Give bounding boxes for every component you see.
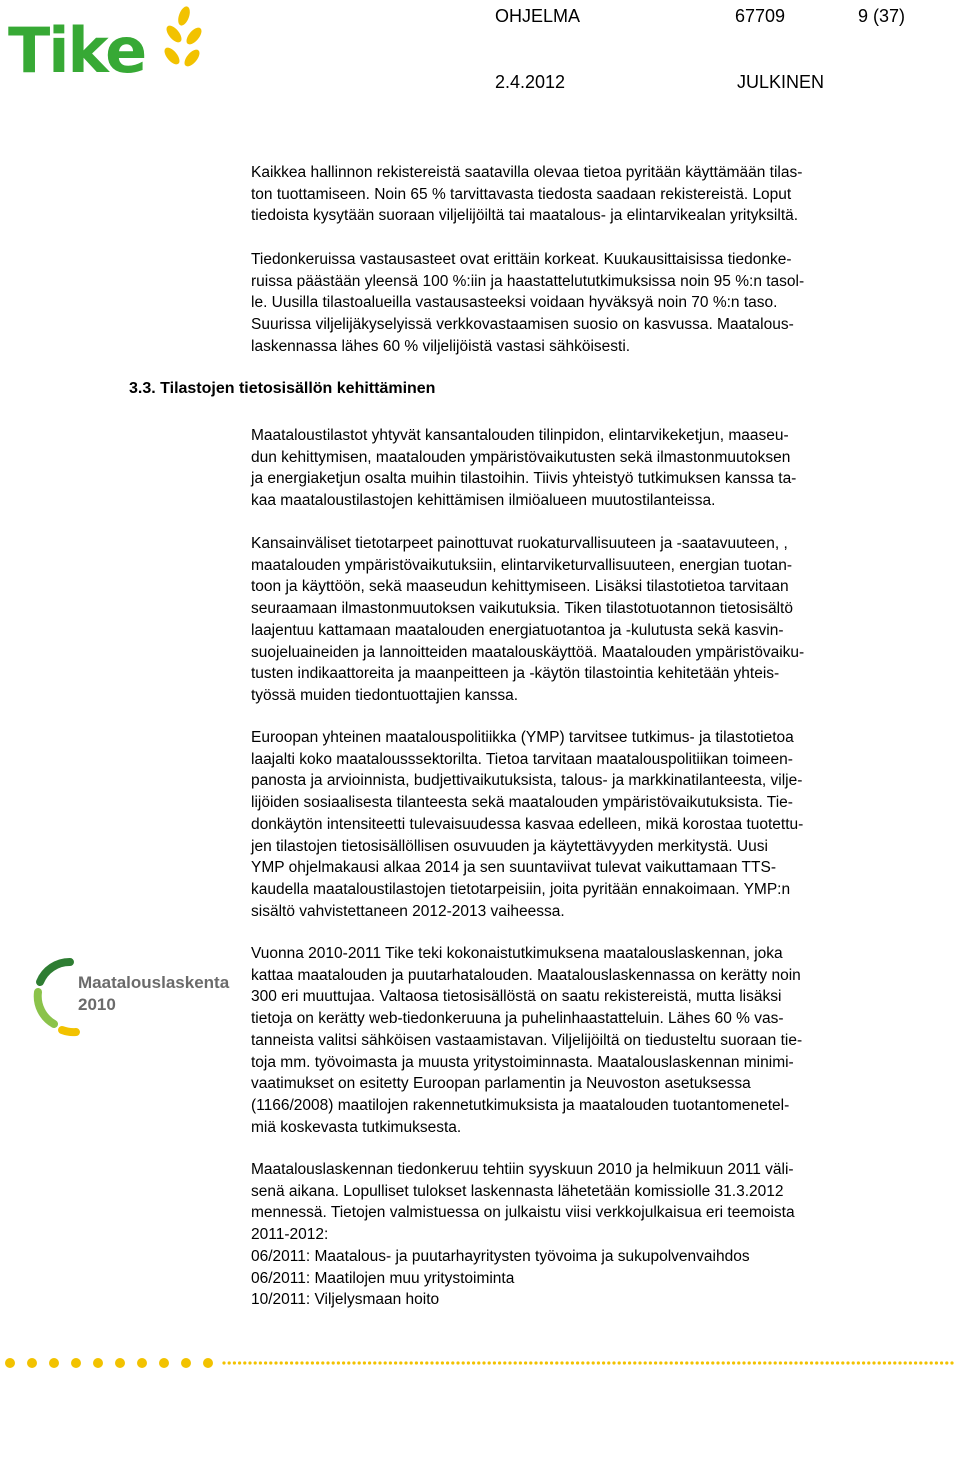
footer-dot — [935, 1361, 938, 1364]
paragraph-line: miä koskevasta tutkimuksesta. — [251, 1118, 462, 1136]
footer-dot — [805, 1361, 808, 1364]
footer-dot — [363, 1361, 366, 1364]
paragraph-line: toon ja käyttöön, sekä maaseudun kehittymiseen. Lisäksi tilastotietoa tarvitaan — [251, 578, 789, 596]
footer-dot — [576, 1361, 579, 1364]
footer-dot — [919, 1361, 922, 1364]
paragraph-1 — [251, 162, 923, 227]
paragraph-line: toja mm. työvoimasta ja muusta yritystoiminnasta. Maatalouslaskennan minimi- — [251, 1053, 794, 1071]
footer-dot — [566, 1361, 569, 1364]
paragraph-line: Euroopan yhteinen maatalouspolitiikka (YMP) tarvitsee tutkimus- ja tilastotietoa — [251, 729, 794, 746]
footer-dot — [203, 1358, 213, 1368]
footer-dot — [826, 1361, 829, 1364]
footer-dot — [233, 1361, 236, 1364]
footer-dot — [378, 1361, 381, 1364]
doc-date: 2.4.2012 — [495, 72, 566, 92]
footer-dot — [857, 1361, 860, 1364]
footer-dot — [945, 1361, 948, 1364]
paragraph-4 — [251, 533, 923, 707]
footer-dot — [321, 1361, 324, 1364]
paragraph-line: panosta ja arvioinnista, budjettivaikutuksista, talous- ja markkinatilanteesta, vilje- — [251, 772, 803, 790]
footer-dot — [264, 1361, 267, 1364]
paragraph-line: kaudella maataloustilastojen tietotarpeisiin, joita pyritään ennakoimaan. YMP:n — [251, 880, 791, 898]
maatalouslaskenta-year: 2010 — [78, 995, 116, 1014]
footer-dot — [940, 1361, 943, 1364]
footer-dot — [638, 1361, 641, 1364]
footer-dot — [690, 1361, 693, 1364]
footer-dot — [737, 1361, 740, 1364]
footer-dot — [602, 1361, 605, 1364]
doc-status: JULKINEN — [737, 72, 825, 92]
footer-dot — [732, 1361, 735, 1364]
paragraph-line: tusten indikaattoreita ja maanpeitteen ja -käytön tilastointia kehitetään yhteis- — [251, 665, 780, 683]
footer-dot — [586, 1361, 589, 1364]
paragraph-line: donkäytön intensiteetti tulevaisuudessa kasvaa edelleen, mikä korostaa tuotettu- — [251, 815, 804, 833]
footer-dot — [753, 1361, 756, 1364]
wheat-icon — [162, 5, 205, 69]
maatalouslaskenta-title — [78, 972, 229, 1016]
footer-dot — [810, 1361, 813, 1364]
footer-dot — [716, 1361, 719, 1364]
tike-logo-wordmark: Tike — [8, 14, 146, 84]
footer-dot — [493, 1361, 496, 1364]
footer-dot — [914, 1361, 917, 1364]
footer-dot — [93, 1358, 103, 1368]
footer-dot — [618, 1361, 621, 1364]
footer-dot — [659, 1361, 662, 1364]
paragraph-line: laajalti koko maatalousssektorilta. Tietoa tarvitaan maatalouspolitiikan toimeen- — [251, 750, 793, 768]
footer-dot — [394, 1361, 397, 1364]
footer-dot — [306, 1361, 309, 1364]
paragraph-5 — [251, 727, 923, 922]
footer-dot — [311, 1361, 314, 1364]
paragraph-line: dun kehittymisen, maatalouden ympäristövaikutusten sekä ilmastonmuutoksen — [251, 448, 791, 466]
paragraph-line: jen tilastojen tietosisällöllisen osuvuuden ja käytettävyyden merkitystä. Uusi — [251, 837, 768, 855]
footer-dot — [477, 1361, 480, 1364]
footer-dot — [727, 1361, 730, 1364]
circle-motif-icon — [38, 962, 76, 1032]
paragraph-line: Kansainväliset tietotarpeet painottuvat ruokaturvallisuuteen ja -saatavuuteen, , — [251, 535, 788, 552]
paragraph-line: laajentuu kattamaan maatalouden energiatuotantoa ja -kulutusta sekä kasvin- — [251, 621, 784, 639]
footer-dot — [384, 1361, 387, 1364]
page-number: 9 (37) — [858, 6, 906, 26]
footer-dot — [654, 1361, 657, 1364]
footer-dot — [664, 1361, 667, 1364]
footer-dot — [404, 1361, 407, 1364]
paragraph-line: tiedoista kysytään suoraan viljelijöiltä tai maatalous- ja elintarvikealan yrityksiltä. — [251, 207, 799, 225]
footer-dot — [399, 1361, 402, 1364]
footer-dot — [472, 1361, 475, 1364]
footer-dot — [784, 1361, 787, 1364]
footer-dot — [71, 1358, 81, 1368]
footer-dot — [451, 1361, 454, 1364]
footer-dot — [924, 1361, 927, 1364]
paragraph-7 — [251, 1159, 923, 1311]
footer-dot — [550, 1361, 553, 1364]
paragraph-line: vaatimukset on esitetty Euroopan parlamentin ja Neuvoston asetuksessa — [251, 1075, 751, 1093]
footer-dot — [259, 1361, 262, 1364]
footer-dot — [862, 1361, 865, 1364]
publication-item: 10/2011: Viljelysmaan hoito — [251, 1291, 440, 1309]
footer-dot — [115, 1358, 125, 1368]
paragraph-line: 2011-2012: — [251, 1226, 329, 1244]
footer-dot — [482, 1361, 485, 1364]
footer-dot — [545, 1361, 548, 1364]
footer-dot — [581, 1361, 584, 1364]
paragraph-line: tanneista valitsi sähköisen vastaamistavan. Viljelijöiltä on tiedusteltu suoraan tie- — [251, 1031, 803, 1049]
paragraph-line: Suurissa viljelijäkyselyissä verkkovastaamisen suosio on kasvussa. Maatalous- — [251, 316, 794, 334]
footer-dot — [280, 1361, 283, 1364]
paragraph-line: maatalouden ympäristövaikutuksiin, elintarviketurvallisuuteen, energian tuotan- — [251, 556, 793, 574]
footer-dot — [456, 1361, 459, 1364]
footer-dot — [420, 1361, 423, 1364]
footer-dot — [5, 1358, 15, 1368]
paragraph-line: ja energiaketjun osalta muihin tilastoihin. Tiivis yhteistyö tutkimuksen kanssa ta- — [251, 470, 797, 488]
paragraph-line: Maatalouslaskennan tiedonkeruu tehtiin syyskuun 2010 ja helmikuun 2011 väli- — [251, 1161, 794, 1178]
footer-dot — [27, 1358, 37, 1368]
footer-dot — [368, 1361, 371, 1364]
paragraph-line: laskennassa lähes 60 % viljelijöistä vastasi sähköisesti. — [251, 337, 631, 355]
footer-dot — [269, 1361, 272, 1364]
footer-dot — [441, 1361, 444, 1364]
footer-dot — [748, 1361, 751, 1364]
publication-item: 06/2011: Maatalous- ja puutarhayritysten työvoima ja sukupolvenvaihdos — [251, 1247, 750, 1265]
footer-dot — [337, 1361, 340, 1364]
footer-dot — [436, 1361, 439, 1364]
footer-dot — [867, 1361, 870, 1364]
footer-dot — [649, 1361, 652, 1364]
footer-dot — [508, 1361, 511, 1364]
footer-dot — [389, 1361, 392, 1364]
footer-dot — [254, 1361, 257, 1364]
paragraph-line: Maataloustilastot yhtyvät kansantalouden tilinpidon, elintarvikeketjun, maaseu- — [251, 427, 789, 444]
footer-dot — [789, 1361, 792, 1364]
footer-dot — [722, 1361, 725, 1364]
paragraph-line: Vuonna 2010-2011 Tike teki kokonaistutkimuksena maatalouslaskennan, joka — [251, 945, 783, 962]
footer-dot — [137, 1358, 147, 1368]
footer-dot — [228, 1361, 231, 1364]
footer-dot — [238, 1361, 241, 1364]
footer-dot — [893, 1361, 896, 1364]
footer-dot — [878, 1361, 881, 1364]
paragraph-3 — [251, 425, 923, 512]
footer-dot — [701, 1361, 704, 1364]
footer-dot — [820, 1361, 823, 1364]
doc-type: OHJELMA — [495, 6, 581, 26]
footer-dot — [534, 1361, 537, 1364]
footer-dot — [295, 1361, 298, 1364]
footer-dot — [815, 1361, 818, 1364]
footer-dot — [774, 1361, 777, 1364]
maatalouslaskenta-name: Maatalouslaskenta — [78, 973, 230, 992]
paragraph-line: seuraamaan ilmastonmuutoksen vaikutuksia. Tiken tilastotuotannon tietosisältö — [251, 600, 793, 618]
footer-dot — [571, 1361, 574, 1364]
footer-dot — [358, 1361, 361, 1364]
footer-dot — [415, 1361, 418, 1364]
footer-dot — [612, 1361, 615, 1364]
footer-dot — [763, 1361, 766, 1364]
paragraph-line: työssä muiden tiedontuottajien kanssa. — [251, 686, 519, 704]
footer-dot — [425, 1361, 428, 1364]
paragraph-line: (1166/2008) maatilojen rakennetutkimuksista ja maatalouden tuotantomenetel- — [251, 1096, 790, 1114]
footer-dot — [628, 1361, 631, 1364]
publication-item: 06/2011: Maatilojen muu yritystoiminta — [251, 1269, 515, 1287]
tike-logo — [6, 4, 206, 84]
paragraph-line: mennessä. Tietojen valmistuessa on julkaistu viisi verkkojulkaisua eri teemoista — [251, 1204, 795, 1222]
footer-dot — [794, 1361, 797, 1364]
paragraph-6 — [251, 943, 923, 1138]
footer-dot — [352, 1361, 355, 1364]
footer-dot — [633, 1361, 636, 1364]
paragraph-line: suojeluaineiden ja lannoitteiden maatalouskäyttöä. Maatalouden ympäristövaiku- — [251, 643, 805, 661]
footer-dot — [779, 1361, 782, 1364]
footer-dot — [872, 1361, 875, 1364]
footer-dot — [644, 1361, 647, 1364]
paragraph-line: senä aikana. Lopulliset tulokset laskennasta lähetetään komissiolle 31.3.2012 — [251, 1182, 784, 1200]
paragraph-line: sisältö vahvistettaneen 2012-2013 vaiheessa. — [251, 902, 565, 920]
doc-number: 67709 — [735, 6, 786, 26]
paragraph-line: tietoja on kerätty web-tiedonkeruuna ja puhelinhaastatteluin. Lähes 60 % vas- — [251, 1010, 784, 1028]
footer-dot — [519, 1361, 522, 1364]
footer-dot — [524, 1361, 527, 1364]
footer-dot — [181, 1358, 191, 1368]
paragraph-line: lijöiden sosiaalisesta tilanteesta sekä maatalouden ympäristövaikutuksista. Tie- — [251, 794, 793, 812]
paragraph-line: kaa maataloustilastojen kehittämisen ilmiöalueen muutostilanteissa. — [251, 492, 716, 510]
footer-dot — [498, 1361, 501, 1364]
footer-dot — [950, 1361, 953, 1364]
footer-dot — [904, 1361, 907, 1364]
paragraph-line: 300 eri muuttujaa. Valtaosa tietosisällöstä on saatu rekistereistä, mutta lisäksi — [251, 988, 782, 1006]
footer-dot — [410, 1361, 413, 1364]
footer-dot — [555, 1361, 558, 1364]
footer-dot — [670, 1361, 673, 1364]
footer-dot — [488, 1361, 491, 1364]
footer-dot — [529, 1361, 532, 1364]
footer-dot — [514, 1361, 517, 1364]
footer-dot — [888, 1361, 891, 1364]
footer-dot — [316, 1361, 319, 1364]
footer-dot — [373, 1361, 376, 1364]
footer-dot — [347, 1361, 350, 1364]
paragraph-line: ruissa päästään yleensä 100 %:iin ja haastattelututkimuksissa noin 95 %:n tasol- — [251, 272, 805, 290]
footer-dot — [930, 1361, 933, 1364]
footer-dot — [883, 1361, 886, 1364]
footer-dot — [243, 1361, 246, 1364]
footer-dot — [607, 1361, 610, 1364]
footer-dot — [675, 1361, 678, 1364]
footer-dot — [274, 1361, 277, 1364]
footer-dot — [711, 1361, 714, 1364]
footer-dot — [592, 1361, 595, 1364]
footer-dot — [852, 1361, 855, 1364]
paragraph-line: le. Uusilla tilastoalueilla vastausasteeksi voidaan hyväksyä noin 70 %:n taso. — [251, 294, 778, 312]
paragraph-2 — [251, 249, 923, 358]
footer-dot — [285, 1361, 288, 1364]
footer-dot — [680, 1361, 683, 1364]
footer-dot — [467, 1361, 470, 1364]
footer-dot — [430, 1361, 433, 1364]
footer-dot — [290, 1361, 293, 1364]
paragraph-line: kattaa maatalouden ja puutarhatalouden. Maatalouslaskennassa on kerätty noin — [251, 966, 801, 984]
footer-dot — [503, 1361, 506, 1364]
footer-dot — [326, 1361, 329, 1364]
footer-dot — [831, 1361, 834, 1364]
footer-dot — [836, 1361, 839, 1364]
paragraph-line: YMP ohjelmakausi alkaa 2014 ja sen suuntaviivat tulevat vaikuttamaan TTS- — [251, 859, 776, 877]
footer-dot-line — [0, 1356, 960, 1370]
section-heading: 3.3. Tilastojen tietosisällön kehittäminen — [129, 380, 436, 397]
footer-dot — [342, 1361, 345, 1364]
footer-dot — [800, 1361, 803, 1364]
footer-dot — [49, 1358, 59, 1368]
footer-dot — [841, 1361, 844, 1364]
footer-dot — [685, 1361, 688, 1364]
footer-dot — [332, 1361, 335, 1364]
footer-dot — [222, 1361, 225, 1364]
paragraph-line: Kaikkea hallinnon rekistereistä saatavilla olevaa tietoa pyritään käyttämään tilas- — [251, 164, 803, 181]
paragraph-line: Tiedonkeruissa vastausasteet ovat erittäin korkeat. Kuukausittaisissa tiedonke- — [251, 251, 792, 268]
footer-dot — [300, 1361, 303, 1364]
footer-dot — [898, 1361, 901, 1364]
footer-dot — [159, 1358, 169, 1368]
paragraph-line: ton tuottamiseen. Noin 65 % tarvittavasta tiedosta saadaan rekistereistä. Loput — [251, 185, 792, 203]
footer-dot — [540, 1361, 543, 1364]
footer-dot — [560, 1361, 563, 1364]
footer-dot — [706, 1361, 709, 1364]
footer-dot — [768, 1361, 771, 1364]
footer-dot — [846, 1361, 849, 1364]
footer-dot — [742, 1361, 745, 1364]
footer-dot — [758, 1361, 761, 1364]
footer-dot — [462, 1361, 465, 1364]
footer-dot — [597, 1361, 600, 1364]
footer-dot — [909, 1361, 912, 1364]
footer-dot — [446, 1361, 449, 1364]
footer-dot — [248, 1361, 251, 1364]
footer-dot — [696, 1361, 699, 1364]
footer-dot — [623, 1361, 626, 1364]
